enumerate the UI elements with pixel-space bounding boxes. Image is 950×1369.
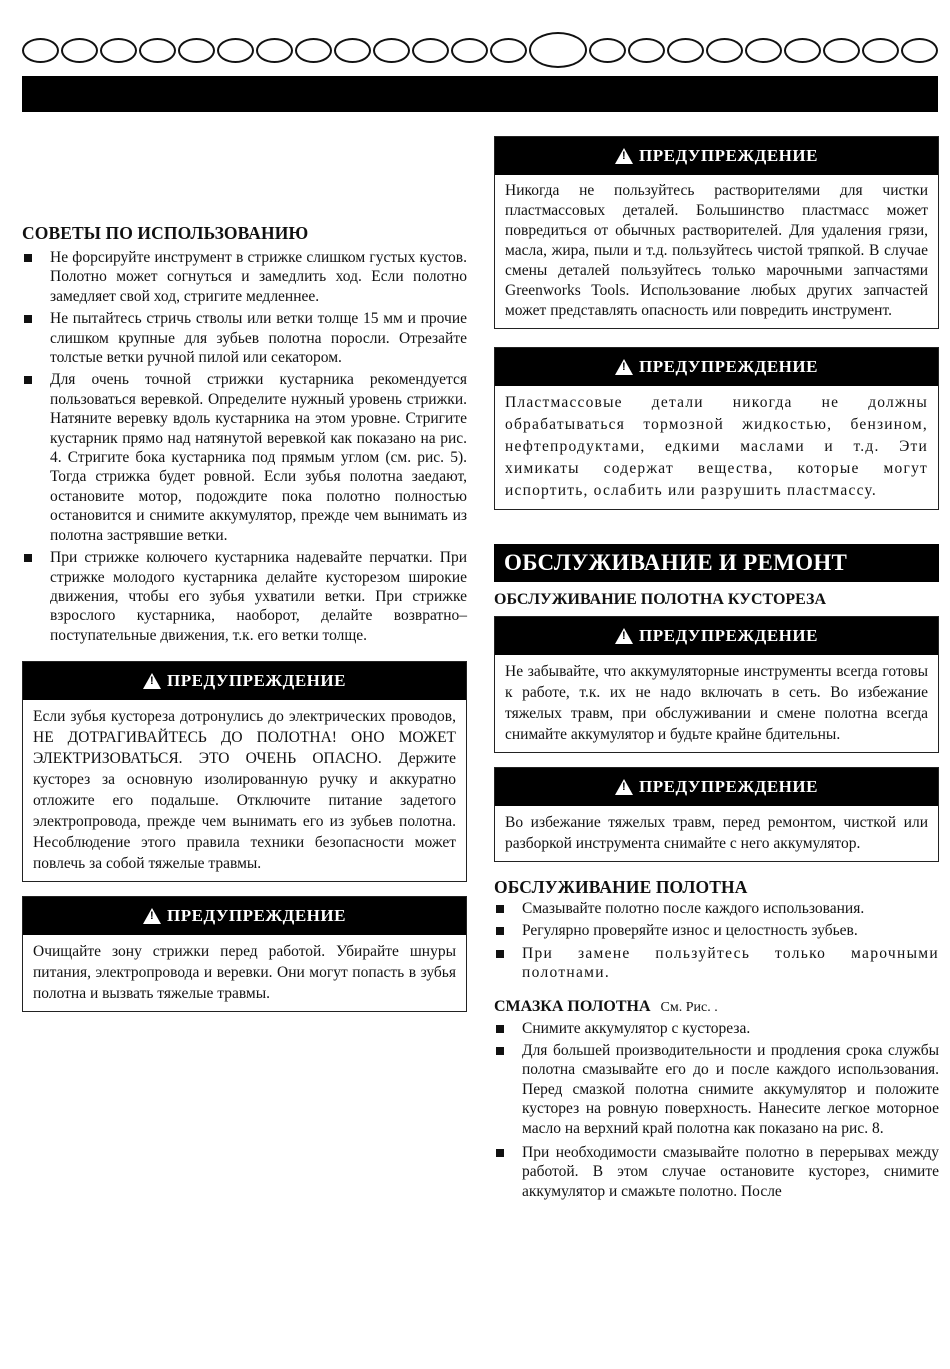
language-tab	[412, 38, 449, 63]
warning-box-chemicals	[494, 347, 939, 510]
language-tab-active	[529, 32, 587, 68]
maintenance-title: ОБСЛУЖИВАНИЕ И РЕМОНТ	[494, 544, 939, 582]
language-tab	[178, 38, 215, 63]
bullet-icon	[496, 1149, 504, 1157]
list-item: Не форсируйте инструмент в стрижке слишком густых кустов. Полотно может согнуться и замедлить ход. Если полотно замедляет свой ход, стригите медленнее.	[22, 248, 467, 306]
warning-heading: ! ПРЕДУПРЕЖДЕНИЕ	[495, 768, 938, 806]
warning-text: Не забывайте, что аккумуляторные инструменты всегда готовы к работе, т.к. их не надо включать в сеть. Во избежание тяжелых травм, при обслуживании и смене полотна всегда снимайте аккумулятор и будьте крайне бдительны.	[505, 663, 928, 743]
warning-heading: ! ПРЕДУПРЕЖДЕНИЕ	[495, 137, 938, 175]
figure-reference: См. Рис. .	[660, 999, 718, 1015]
warning-heading: ! ПРЕДУПРЕЖДЕНИЕ	[23, 897, 466, 935]
list-item: Для большей производительности и продления срока службы полотна смазывайте его до и после каждого использования. Перед смазкой полотна снимите аккумулятор и положите кусторез на ровную поверхность. Нанесите легкое моторное масло на верхний край полотна как показано на рис. 8.	[494, 1041, 939, 1138]
language-tab	[451, 38, 488, 63]
tips-list	[22, 248, 467, 645]
warning-icon	[143, 673, 161, 689]
language-tab	[490, 38, 527, 63]
warning-icon	[615, 628, 633, 644]
blade-care-list	[494, 899, 939, 983]
language-tab	[745, 38, 782, 63]
warning-box-battery	[494, 616, 939, 753]
language-tab	[334, 38, 371, 63]
language-tab-strip	[22, 31, 938, 69]
bullet-icon	[24, 376, 32, 384]
lubrication-title: СМАЗКА ПОЛОТНА См. Рис. .	[494, 997, 718, 1015]
list-item: Для очень точной стрижки кустарника рекомендуется пользоваться веревкой. Определите нужный уровень стрижки. Натяните веревку вдоль кустарника на этом уровне. Стригите кустарник прямо над натянутой веревкой как показано на рис. 4. Стригите бока кустарника под прямым углом (см. рис. 5). Тогда стрижка будет ровной. Если зубья полотна заедают, остановите мотор, подождите пока полотно полностью остановится и снимите аккумулятор, прежде чем вынимать из полотна застрявшие ветки.	[22, 370, 467, 545]
blade-service-title: ОБСЛУЖИВАНИЕ ПОЛОТНА КУСТОРЕЗА	[494, 591, 827, 608]
bullet-icon	[496, 927, 504, 935]
bullet-icon	[24, 315, 32, 323]
language-tab	[862, 38, 899, 63]
language-tab	[295, 38, 332, 63]
language-tab	[628, 38, 665, 63]
header-bar	[22, 76, 938, 112]
warning-heading: ! ПРЕДУПРЕЖДЕНИЕ	[23, 662, 466, 700]
warning-heading: ! ПРЕДУПРЕЖДЕНИЕ	[495, 617, 938, 655]
warning-icon	[615, 779, 633, 795]
language-tab	[784, 38, 821, 63]
list-item: При стрижке колючего кустарника надевайте перчатки. При стрижке молодого кустарника делайте кусторезом широкие движения, чтобы его зубья ухватили ветки. При стрижке взрослого кустарника, наоборот, делайте возвратно–поступательные движения, т.к. его ветки толще.	[22, 548, 467, 645]
warning-heading: ! ПРЕДУПРЕЖДЕНИЕ	[495, 348, 938, 386]
list-item: Снимите аккумулятор с кустореза.	[494, 1019, 939, 1038]
warning-box-electric	[22, 661, 467, 882]
language-tab	[667, 38, 704, 63]
warning-icon	[615, 148, 633, 164]
bullet-icon	[496, 950, 504, 958]
warning-box-clear-area	[22, 896, 467, 1012]
list-item: Не пытайтесь стричь стволы или ветки толще 15 мм и прочие слишком крупные для зубьев полотна поросли. Отрезайте толстые ветки ручной пилой или секатором.	[22, 309, 467, 367]
language-tab	[22, 38, 59, 63]
warning-box-solvents	[494, 136, 939, 329]
list-item: При необходимости смазывайте полотно в перерывах между работой. В этом случае остановите кусторез, снимите аккумулятор и смажьте полотно. После	[494, 1143, 939, 1201]
left-column	[22, 222, 467, 1012]
warning-box-repair	[494, 767, 939, 862]
warning-icon	[143, 908, 161, 924]
language-tab	[373, 38, 410, 63]
warning-text: Во избежание тяжелых травм, перед ремонтом, чисткой или разборкой инструмента снимайте с него аккумулятор.	[505, 814, 928, 852]
warning-text: Никогда не пользуйтесь растворителями для чистки пластмассовых деталей. Большинство пластмасс может повредиться от обычных растворителей. Для удаления грязи, масла, жира, пыли и т.д. пользуйтесь чистой тряпкой. В случае смены деталей пользуйтесь только марочными запчастями Greenworks Tools. Использование любых других запчастей может представлять опасность или повредить инструмент.	[505, 182, 928, 319]
bullet-icon	[496, 1025, 504, 1033]
list-item: Регулярно проверяйте износ и целостность зубьев.	[494, 921, 939, 940]
list-item: При замене пользуйтесь только марочными полотнами.	[494, 944, 939, 983]
right-column	[494, 136, 939, 1201]
language-tab	[823, 38, 860, 63]
language-tab	[217, 38, 254, 63]
language-tab	[706, 38, 743, 63]
language-tab	[139, 38, 176, 63]
language-tab	[256, 38, 293, 63]
bullet-icon	[24, 554, 32, 562]
blade-care-title: ОБСЛУЖИВАНИЕ ПОЛОТНА	[494, 877, 748, 897]
bullet-icon	[496, 905, 504, 913]
bullet-icon	[496, 1047, 504, 1055]
language-tab	[61, 38, 98, 63]
warning-text: Очищайте зону стрижки перед работой. Убирайте шнуры питания, электропровода и веревки. Они могут попасть в зубья полотна и вызвать тяжелые травмы.	[33, 943, 456, 1003]
lubrication-list	[494, 1019, 939, 1202]
language-tab	[100, 38, 137, 63]
language-tab	[901, 38, 938, 63]
bullet-icon	[24, 254, 32, 262]
warning-text: Если зубья кустореза дотронулись до электрических проводов, НЕ ДОТРАГИВАЙТЕСЬ ДО ПОЛОТНА! ОНО МОЖЕТ ЭЛЕКТРИЗОВАТЬСЯ. ЭТО ОЧЕНЬ ОПАСНО. Держите кусторез за основную изолированную ручку и аккуратно отложите его подальше. Отключите питание задетого электропровода, прежде чем вынимать его из зубьев полотна. Несоблюдение этого правила техники безопасности может повлечь за собой тяжелые травмы.	[33, 708, 456, 873]
warning-text: Пластмассовые детали никогда не должны обрабатываться тормозной жидкостью, бензином, нефтепродуктами, едкими маслами и т.д. Эти химикаты содержат вещества, которые могут испортить, ослабить или разрушить пластмассу.	[505, 394, 928, 499]
language-tab	[589, 38, 626, 63]
list-item: Смазывайте полотно после каждого использования.	[494, 899, 939, 918]
tips-title: СОВЕТЫ ПО ИСПОЛЬЗОВАНИЮ	[22, 223, 309, 243]
warning-icon	[615, 359, 633, 375]
